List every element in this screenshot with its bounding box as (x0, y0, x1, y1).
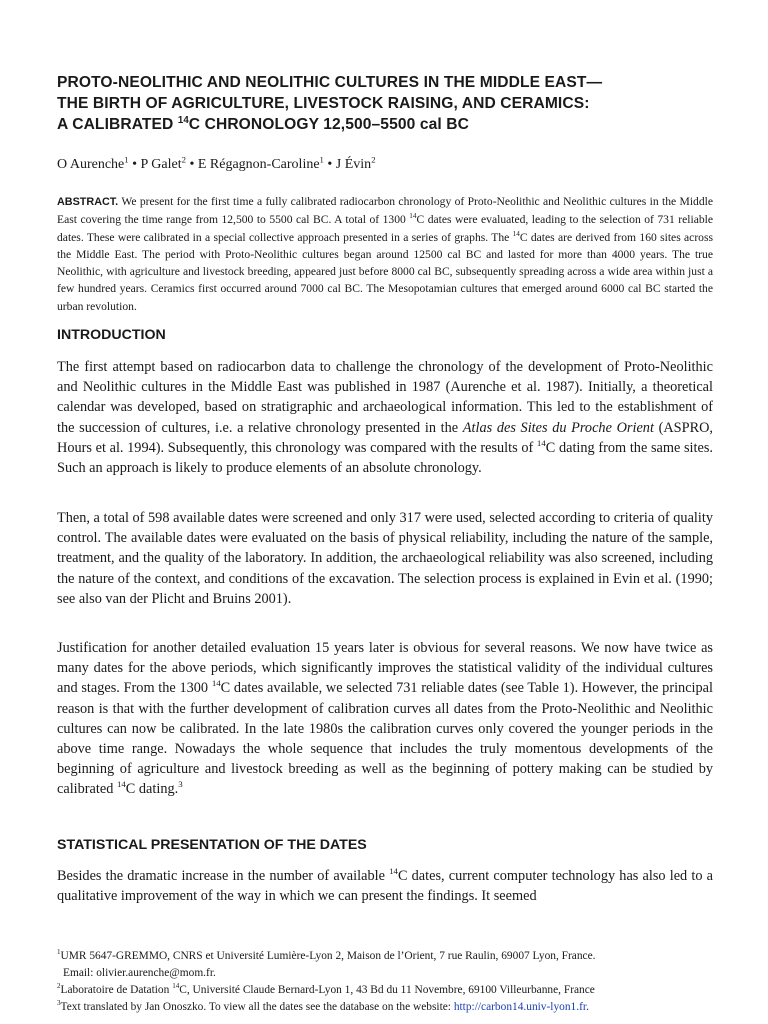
author-name: O Aurenche (57, 157, 125, 172)
author-name: P Galet (140, 157, 182, 172)
introduction-heading: INTRODUCTION (57, 327, 166, 343)
author-affiliation: 1 (124, 154, 129, 165)
author-list (57, 156, 717, 174)
author-affiliation: 2 (181, 154, 186, 165)
paper-title (57, 72, 717, 135)
title-line-1: PROTO-NEOLITHIC AND NEOLITHIC CULTURES IN THE MIDDLE EAST— (57, 74, 603, 91)
author-affiliation: 1 (319, 154, 324, 165)
footnote-1-email: Email: olivier.aurenche@mom.fr. (63, 967, 216, 979)
author-affiliation: 2 (371, 154, 376, 165)
statistical-paragraph-1: Besides the dramatic increase in the number of available $^{14}$C dates, current computer technology has also led to a qualitative improvement of the way in which we can present the findings. It seemed (57, 866, 713, 905)
author-separator: • (323, 157, 336, 172)
statistical-heading: STATISTICAL PRESENTATION OF THE DATES (57, 837, 367, 853)
abstract-label: ABSTRACT. (57, 196, 119, 208)
author-name: J Évin (335, 157, 372, 172)
author-name: E Régagnon-Caroline (197, 157, 320, 172)
intro-paragraph-3: Justification for another detailed evaluation 15 years later is obvious for several reasons. We now have twice as many dates for the above periods, which significantly improves the statistical validity of the individual cultures and stages. From the 1300 $^{14}$C dates available, we selected 731 reliable dates (see Table 1). However, the principal reason is that with the further development of calibration curves all dates from the Proto-Neolithic and Neolithic cultures can now be calibrated. In the late 1980s the calibration curves only covered the younger periods in the above time range. Nowadays the whole sequence that includes the truly momentous developments of the beginning of agriculture and livestock breeding as well as the beginning of pottery making can be studied by calibrated $^{14}$C dating.$^3$ (57, 640, 713, 798)
intro-paragraph-2: Then, a total of 598 available dates were screened and only 317 were used, selected according to criteria of quality control. The available dates were evaluated on the basis of physical reliability, including the nature of the sample, treatment, and the quality of the laboratory. In addition, the archaeological reliability was also screened, including the nature of the context, and conditions of the excavation. The selection process is explained in Evin et al. (1990; see also van der Plicht and Bruins 2001). (57, 510, 713, 607)
abstract: ABSTRACT. We present for the first time a fully calibrated radiocarbon chronology of Proto-Neolithic and Neolithic cultures in the Middle East covering the time range from 12,500 to 5500 cal BC. A total of 1300 $^{14}$C dates were evaluated, leading to the selection of 731 reliable dates. These were calibrated in a special collective approach presented in a series of graphs. The $^{14}$C dates are derived from 160 sites across the Middle East. The period with Proto-Neolithic cultures began around 12500 cal BC and lasted for more than 4000 years. The true Neolithic, with agriculture and livestock breeding, appeared just before 8000 cal BC, subsequently spreading across a wide area within just a few hundred years. Ceramics first occurred around 7000 cal BC. The Mesopotamian cultures that emerged around 6000 cal BC started the urban revolution. (57, 195, 714, 313)
footnote-3: $^3$Text translated by Jan Onoszko. To view all the dates see the database on the website: http://carbon14.univ-lyon1.fr. (57, 999, 589, 1013)
atlas-title: Atlas des Sites du Proche Orient (462, 419, 654, 436)
footnote-ref: 3 (178, 779, 183, 790)
title-line-3: A CALIBRATED $^{14}$C CHRONOLOGY 12,500–5500 cal BC (57, 114, 469, 133)
title-line-2: THE BIRTH OF AGRICULTURE, LIVESTOCK RAISING, AND CERAMICS: (57, 95, 590, 112)
footnote-2: $^2$Laboratoire de Datation $^{14}$C, Université Claude Bernard-Lyon 1, 43 Bd du 11 Novembre, 69100 Villeurbanne, France (57, 982, 595, 996)
author-separator: • (185, 157, 198, 172)
footnote-1: $^1$UMR 5647-GREMMO, CNRS et Université Lumière-Lyon 2, Maison de l’Orient, 7 rue Raulin, 69007 Lyon, France. (57, 948, 596, 962)
footnotes (57, 948, 717, 1016)
database-link[interactable]: http://carbon14.univ-lyon1.fr (453, 1001, 587, 1013)
author-separator: • (128, 157, 141, 172)
intro-paragraph-1: The first attempt based on radiocarbon data to challenge the chronology of the development of Proto-Neolithic and Neolithic cultures in the Middle East was published in 1987 (Aurenche et al. 1987). Initially, a theoretical calendar was developed, based on stratigraphic and archaeological information. This led to the establishment of the succession of cultures, i.e. a relative chronology presented in the Atlas des Sites du Proche Orient (ASPRO, Hours et al. 1994). Subsequently, this chronology was compared with the results of $^{14}$C dating from the same sites. Such an approach is likely to produce elements of an absolute chronology. (57, 359, 714, 477)
